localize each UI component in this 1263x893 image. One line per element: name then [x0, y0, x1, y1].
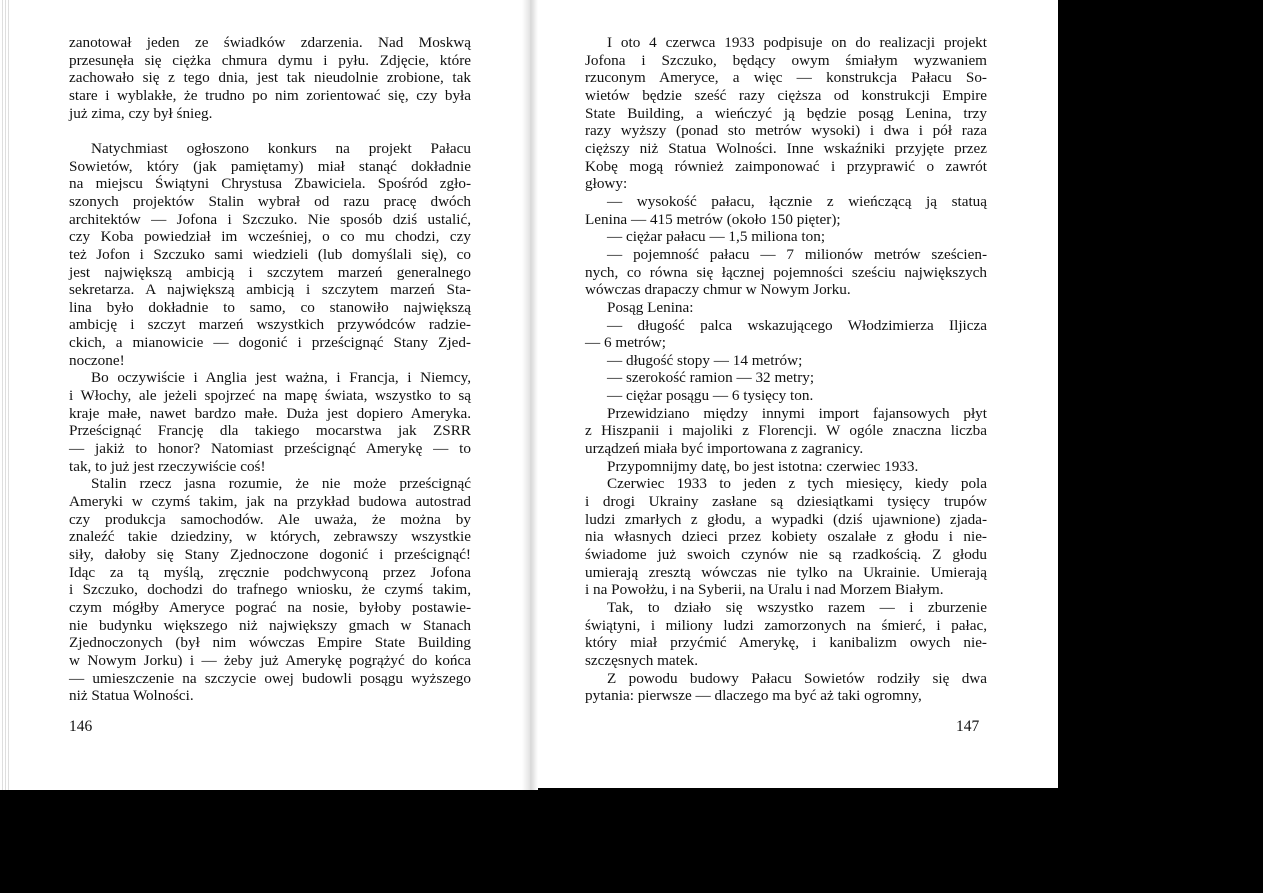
text-line: nia własnych dzieci przez kobiety oszalałe z głodu i nie-: [585, 528, 987, 546]
text-line: też Jofon i Szczuko sami wiedzieli (lub domyślali się), co: [69, 245, 471, 263]
text-line: rzuconym Ameryce, a więc — konstrukcja Pałacu So-: [585, 69, 987, 87]
text-line: Bo oczywiście i Anglia jest ważna, i Francja, i Niemcy,: [91, 369, 471, 387]
text-line: świątyni, i miliony ludzi zamorzonych na śmierć, i pałac,: [585, 616, 987, 634]
text-line: Kobę mogą również zaimponować i przyprawić o zawrót: [585, 157, 987, 175]
text-line: Przypomnijmy datę, bo jest istotna: czerwiec 1933.: [607, 457, 919, 475]
text-line: ambicję i szczyt marzeń wszystkich przywódców radzie-: [69, 316, 471, 334]
text-line: przesunęła się ciężka chmura dymu i pyłu. Zdjęcie, które: [69, 51, 471, 69]
text-line: Przewidziano między innymi import fajansowych płyt: [607, 404, 987, 422]
text-line: — długość palca wskazującego Włodzimierza Iljicza: [607, 316, 987, 334]
text-line: Sowietów, który (jak pamiętamy) miał stanąć dokładnie: [69, 157, 471, 175]
text-line: — szerokość ramion — 32 metry;: [607, 369, 815, 387]
text-line: czy Koba powiedział im wcześniej, o co mu chodzi, czy: [69, 228, 471, 246]
text-line: szonych projektów Stalin wybrał od razu pracę dwóch: [69, 192, 471, 210]
text-line: urządzeń miała być importowana z zagranicy.: [585, 440, 864, 458]
text-line: czym mógłby Ameryce pograć na nosie, byłoby postawie-: [69, 598, 471, 616]
text-line: jest największą ambicją i szczytem marzeń generalnego: [69, 263, 471, 281]
text-line: i na Powołżu, i na Syberii, na Uralu i nad Morzem Białym.: [585, 581, 944, 599]
background: [0, 790, 1263, 893]
right-page-text: [585, 34, 987, 705]
text-line: wietów będzie sześć razy cięższa od konstrukcji Empire: [585, 86, 987, 104]
text-line: Tak, to działo się wszystko razem — i zburzenie: [607, 599, 987, 616]
text-line: świadome już swoich czynów nie są rzadkością. Z głodu: [585, 546, 987, 564]
text-line: głowy:: [585, 175, 628, 193]
text-line: architektów — Jofona i Szczuko. Nie sposób dziś ustalić,: [69, 210, 471, 228]
text-line: ludzi zmarłych z głodu, a wypadki (dziś ujawnione) zjada-: [585, 510, 987, 528]
text-line: zachowało się z tego dnia, jest tak nieudolnie zrobione, tak: [69, 69, 471, 87]
text-line: Zjednoczonych (był nim wówczas Empire State Building: [69, 634, 471, 652]
text-line: czy produkcja samochodów. Ale uważa, że można by: [69, 510, 471, 528]
page-edge: [0, 0, 10, 792]
text-line: wówczas drapaczy chmur w Nowym Jorku.: [585, 281, 851, 299]
text-line: stare i wyblakłe, że trudno po nim zorientować się, czy była: [69, 86, 471, 104]
text-line: I oto 4 czerwca 1933 podpisuje on do realizacji projekt: [607, 34, 987, 51]
text-line: siły, dałoby się Stany Zjednoczone dogonić i prześcignąć!: [69, 546, 471, 564]
text-line: Ameryki w czymś takim, jak na przykład budowa autostrad: [69, 493, 471, 511]
text-line: i Włochy, ale jeżeli spojrzeć na mapę świata, wszystko to są: [69, 387, 471, 405]
text-line: Jofona i Szczuko, będący owym śmiałym wyzwaniem: [585, 51, 987, 69]
text-line: — 6 metrów;: [585, 334, 666, 352]
book-gutter: [522, 0, 538, 790]
text-line: Z powodu budowy Pałacu Sowietów rodziły się dwa: [607, 669, 987, 687]
text-line: nie budynku większego niż największy gmach w Stanach: [69, 616, 471, 634]
text-line: umierają zresztą wówczas nie tylko na Ukrainie. Umierają: [585, 563, 987, 581]
page-number-right: 147: [956, 718, 980, 735]
text-line: Natychmiast ogłoszono konkurs na projekt Pałacu: [91, 139, 471, 157]
text-line: razy wyższy (ponad sto metrów wysoki) i dwa i pół raza: [585, 122, 987, 140]
text-line: już zima, czy był śnieg.: [69, 104, 213, 122]
text-line: Idąc za tą myślą, zręcznie podchwyconą przez Jofona: [69, 563, 471, 581]
text-line: szczęsnych matek.: [585, 651, 699, 669]
text-line: tak, to już jest rzeczywiście coś!: [69, 457, 266, 475]
text-line: — ciężar pałacu — 1,5 miliona ton;: [607, 228, 826, 246]
text-line: — umieszczenie na szczycie owej budowli posągu wyższego: [69, 669, 471, 687]
text-line: niż Statua Wolności.: [69, 687, 194, 705]
text-line: cięższy niż Statua Wolności. Inne wskaźniki przyjęte przez: [585, 139, 987, 157]
text-line: — wysokość pałacu, łącznie z wieńczącą ją statuą: [607, 192, 987, 210]
text-line: i Szczuko, dochodzi do trafnego wniosku, że czymś takim,: [69, 581, 471, 599]
text-line: Czerwiec 1933 to jeden z tych miesięcy, kiedy pola: [607, 475, 987, 493]
text-line: State Building, a wieńczyć ją będzie posąg Lenina, trzy: [585, 104, 987, 122]
text-line: lina było dokładnie to samo, co stanowiło największą: [69, 298, 471, 316]
text-line: Posąg Lenina:: [607, 298, 694, 316]
text-line: Lenina — 415 metrów (około 150 pięter);: [585, 210, 841, 228]
page-number-left: 146: [69, 718, 93, 735]
text-line: — pojemność pałacu — 7 milionów metrów sześcien-: [607, 245, 987, 263]
text-line: na miejscu Świątyni Chrystusa Zbawiciela. Spośród zgło-: [69, 175, 471, 193]
text-line: noczone!: [69, 351, 125, 369]
text-line: z Hiszpanii i majoliki z Florencji. W ogóle znaczna liczba: [585, 422, 987, 440]
text-line: pytania: pierwsze — dlaczego ma być aż taki ogromny,: [585, 687, 922, 705]
text-line: Prześcignąć Francję dla takiego mocarstwa jak ZSRR: [69, 422, 471, 440]
left-page-text: [69, 34, 471, 705]
text-line: kraje małe, nawet bardzo małe. Duża jest dopiero Ameryka.: [69, 404, 471, 422]
text-line: nych, co równa się łącznej pojemności sześciu największych: [585, 263, 987, 281]
text-line: — jakiż to honor? Natomiast prześcignąć Amerykę — to: [69, 440, 471, 458]
text-line: Stalin rzecz jasna rozumie, że nie może prześcignąć: [91, 475, 471, 493]
text-line: znaleźć takie dziedziny, w których, zebrawszy wszystkie: [69, 528, 471, 546]
text-line: i drogi Ukrainy zasłane są dziesiątkami tysięcy trupów: [585, 493, 987, 511]
text-line: zanotował jeden ze świadków zdarzenia. Nad Moskwą: [69, 34, 471, 51]
text-line: sekretarza. A największą ambicją i szczytem marzeń Sta-: [69, 281, 471, 299]
text-line: ckich, a mianowicie — dogonić i prześcignąć Stany Zjed-: [69, 334, 471, 352]
text-line: — długość stopy — 14 metrów;: [607, 351, 803, 369]
text-line: — ciężar posągu — 6 tysięcy ton.: [607, 387, 814, 405]
text-line: w Nowym Jorku) i — żeby już Amerykę pogrążyć do końca: [69, 651, 471, 669]
text-line: który miał przyćmić Amerykę, i kanibalizm owych nie-: [585, 634, 987, 652]
